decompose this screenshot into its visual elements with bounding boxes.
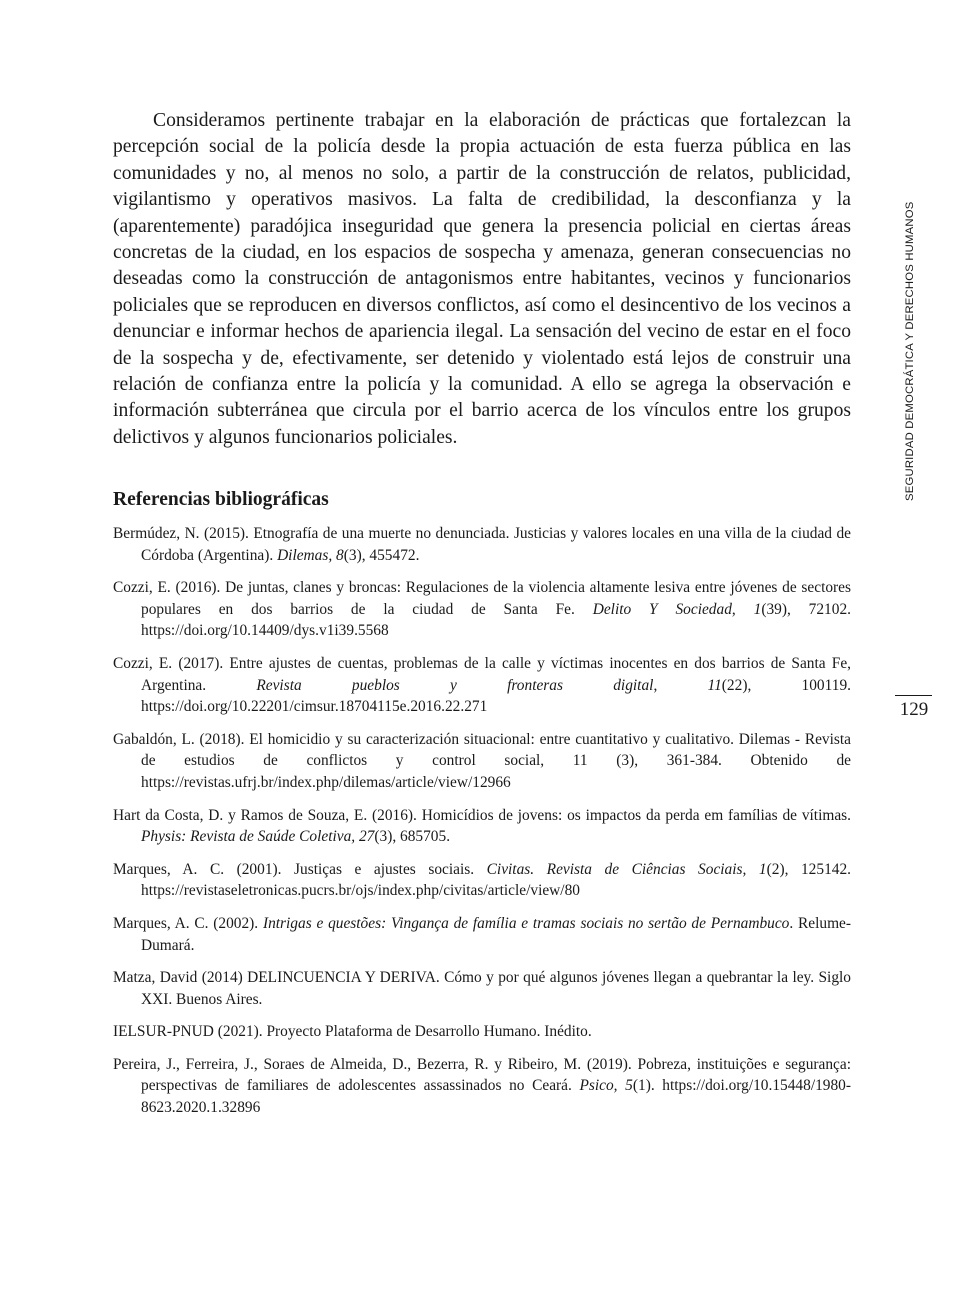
page-number-rule (895, 695, 932, 696)
reference-item: IELSUR-PNUD (2021). Proyecto Plataforma de Desarrollo Humano. Inédito. (113, 1023, 592, 1041)
reference-item: Cozzi, E. (2017). Entre ajustes de cuentas, problemas de la calle y víctimas inocentes en dos barrios de Santa Fe, Argentina. Revista pueblos y fronteras digital, 11(22), 100119. https://doi.org/10.22201/cimsur.18704115e.2016.22.271 (113, 654, 851, 716)
body-paragraph: Consideramos pertinente trabajar en la elaboración de prácticas que fortalezcan la percepción social de la policía desde la propia actuación de esta fuerza pública en las comunidades y no, al menos no solo, a partir de la construcción de relatos, publicidad, vigilantismo y operativos masivos. La falta de credibilidad, la desconfianza y la (aparentemente) paradójica inseguridad que genera la presencia policial en ciertas áreas concretas de la ciudad, en los espacios de sospecha y amenaza, generan consecuencias no deseadas como la construcción de antagonismos entre habitantes, vecinos y funcionarios policiales que se reproducen en diversos conflictos, así como el desincentivo de los vecinos a denunciar e informar hechos de apariencia ilegal. La sensación del vecino de estar en el foco de la sospecha y de, efectivamente, ser detenido y violentado está lejos de construir una relación de confianza entre la policía y la comunidad. A ello se agrega la observación e información subterránea que circula por el barrio acerca de los vínculos entre los grupos delictivos y algunos funcionarios policiales. (113, 110, 851, 448)
reference-item: Bermúdez, N. (2015). Etnografía de una muerte no denunciada. Justicias y valores locales en una villa de la ciudad de Córdoba (Argentina). Dilemas, 8(3), 455472. (113, 525, 851, 564)
section-title: Referencias bibliográficas (113, 489, 329, 510)
reference-item: Hart da Costa, D. y Ramos de Souza, E. (2016). Homicídios de jovens: os impactos da perda em famílias de vítimas. Physis: Revista de Saúde Coletiva, 27(3), 685705. (113, 806, 851, 846)
reference-item: Marques, A. C. (2001). Justiças e ajustes sociais. Civitas. Revista de Ciências Sociais, 1(2), 125142. https://revistaseletronicas.pucrs.br/ojs/index.php/civitas/article/view/80 (113, 860, 852, 900)
reference-item: Cozzi, E. (2016). De juntas, clanes y broncas: Regulaciones de la violencia altamente lesiva entre jóvenes de sectores populares en dos barrios de la ciudad de Santa Fe. Delito Y Sociedad, 1(39), 72102. https://doi.org/10.14409/dys.v1i39.5568 (113, 579, 851, 640)
page-number: 129 (899, 699, 929, 720)
reference-item: Matza, David (2014) DELINCUENCIA Y DERIVA. Cómo y por qué algunos jóvenes llegan a quebrantar la ley. Siglo XXI. Buenos Aires. (113, 969, 851, 1008)
reference-list (113, 523, 851, 1130)
running-head: SEGURIDAD DEMOCRÁTICA Y DERECHOS HUMANOS (904, 201, 916, 501)
reference-item: Marques, A. C. (2002). Intrigas e questões: Vingança de família e tramas sociais no sertão de Pernambuco. Relume-Dumará. (113, 914, 851, 954)
reference-item: Gabaldón, L. (2018). El homicidio y su caracterización situacional: entre cuantitativo y cualitativo. Dilemas - Revista de estudios de conflictos y control social, 11 (3), 361-384. Obtenido de https://revistas.ufrj.br/index.php/dilemas/article/view/12966 (113, 730, 851, 791)
reference-item: Pereira, J., Ferreira, J., Soraes de Almeida, D., Bezerra, R. y Ribeiro, M. (2019). Pobreza, instituições e segurança: perspectivas de familiares de adolescentes assassinados no Ceará. Psico, 5(1). https://doi.org/10.15448/1980-8623.2020.1.32896 (113, 1055, 851, 1117)
